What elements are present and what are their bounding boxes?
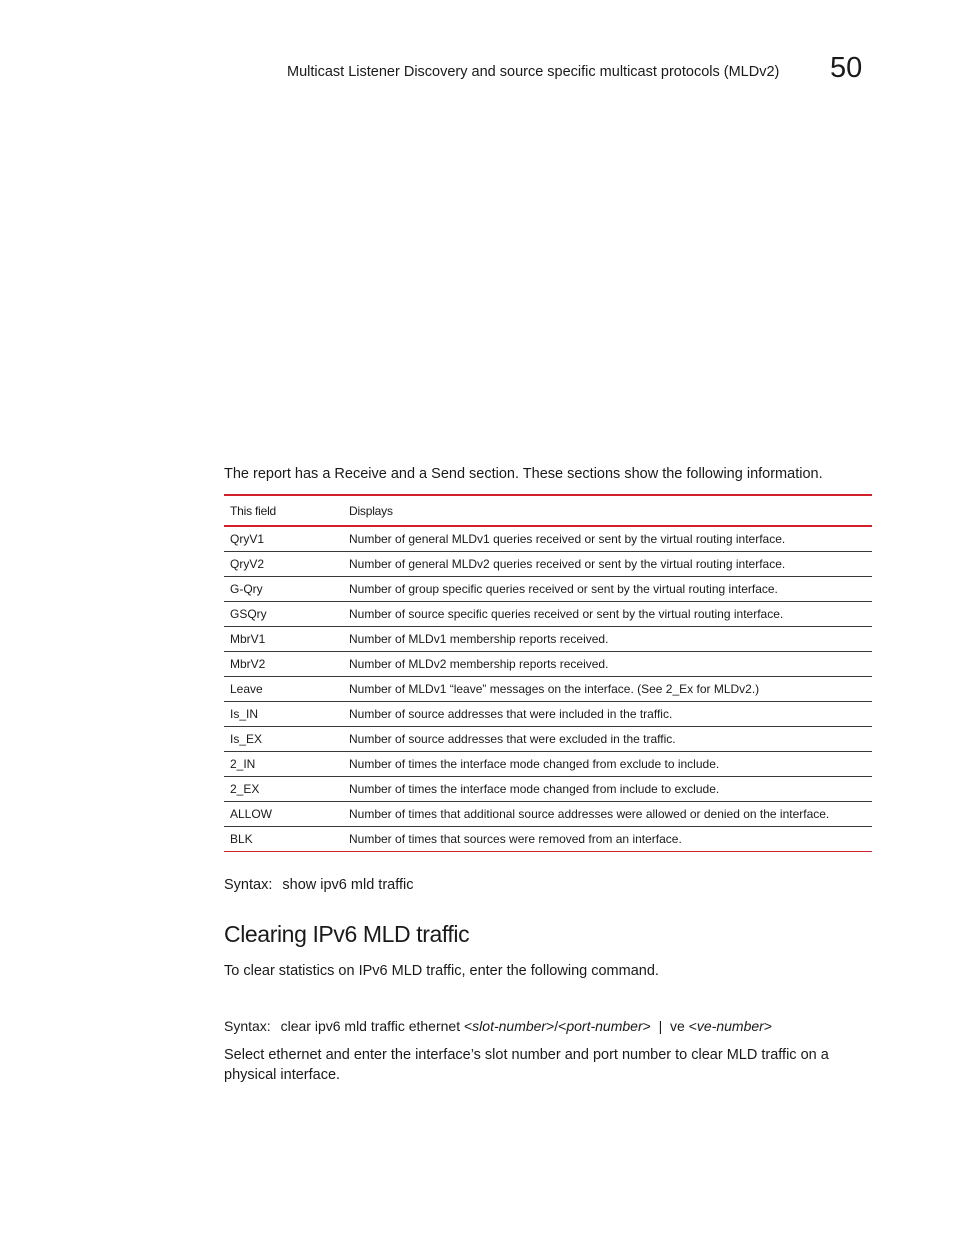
field-cell: Is_IN [224,702,343,727]
syntax-slash: / [554,1018,559,1034]
fields-table [224,494,872,852]
field-cell: Leave [224,677,343,702]
syntax-bracket: < [688,1018,697,1034]
chapter-number: 50 [830,52,863,84]
description-cell: Number of times that sources were removed from an interface. [343,827,872,852]
table-row [224,577,872,602]
field-cell: GSQry [224,602,343,627]
syntax-label: Syntax: [224,1018,271,1034]
column-header-displays: Displays [343,495,872,526]
para-text-pre: Select [224,1047,265,1063]
syntax-arg-ve-number: ve-number [696,1018,764,1034]
syntax-arg-slot-number: slot-number [472,1018,547,1034]
description-cell: Number of MLDv2 membership reports received. [343,652,872,677]
field-cell: BLK [224,827,343,852]
syntax-label: Syntax: [224,877,273,893]
section-intro: To clear statistics on IPv6 MLD traffic, enter the following command. [224,963,659,979]
table-row [224,652,872,677]
description-cell: Number of general MLDv2 queries received or sent by the virtual routing interface. [343,552,872,577]
syntax-pipe: | [658,1018,663,1034]
description-cell: Number of MLDv1 membership reports received. [343,627,872,652]
field-cell: 2_IN [224,752,343,777]
field-cell: QryV2 [224,552,343,577]
para-keyword-ethernet: ethernet [268,1047,322,1063]
table-row [224,552,872,577]
syntax-clear-command [224,1018,772,1034]
field-cell: 2_EX [224,777,343,802]
syntax-bracket: > [546,1018,555,1034]
description-cell: Number of source addresses that were excluded in the traffic. [343,727,872,752]
description-cell: Number of source specific queries received or sent by the virtual routing interface. [343,602,872,627]
field-cell: QryV1 [224,526,343,552]
syntax-command: clear ipv6 mld traffic ethernet [280,1018,461,1034]
description-cell: Number of group specific queries received or sent by the virtual routing interface. [343,577,872,602]
field-cell: MbrV2 [224,652,343,677]
table-header-row [224,495,872,526]
table-row [224,802,872,827]
description-cell: Number of times that additional source addresses were allowed or denied on the interface. [343,802,872,827]
column-header-field: This field [224,495,343,526]
table-row [224,677,872,702]
section-heading: Clearing IPv6 MLD traffic [224,921,470,947]
table-row [224,627,872,652]
description-cell: Number of times the interface mode changed from exclude to include. [343,752,872,777]
table-row [224,602,872,627]
field-cell: ALLOW [224,802,343,827]
syntax-bracket: > [763,1018,772,1034]
syntax-bracket: > [642,1018,651,1034]
description-cell: Number of general MLDv1 queries received or sent by the virtual routing interface. [343,526,872,552]
syntax-keyword-ve: ve [670,1018,685,1034]
description-cell: Number of MLDv1 “leave” messages on the interface. (See 2_Ex for MLDv2.) [343,677,872,702]
syntax-bracket: < [558,1018,567,1034]
syntax-bracket: < [463,1018,473,1034]
table-row [224,727,872,752]
table-row [224,702,872,727]
field-cell: Is_EX [224,727,343,752]
intro-paragraph: The report has a Receive and a Send section. These sections show the following information. [224,466,823,482]
table-row [224,752,872,777]
field-cell: G-Qry [224,577,343,602]
table-row [224,777,872,802]
select-ethernet-paragraph [224,1046,864,1085]
field-cell: MbrV1 [224,627,343,652]
running-header-title: Multicast Listener Discovery and source specific multicast protocols (MLDv2) [287,64,780,80]
description-cell: Number of source addresses that were included in the traffic. [343,702,872,727]
syntax-arg-port-number: port-number [566,1018,643,1034]
syntax-show-command [224,877,413,893]
table-row [224,827,872,852]
description-cell: Number of times the interface mode changed from include to exclude. [343,777,872,802]
para-text-post: and enter the interface’s slot number and port number to clear MLD traffic on a physical interface. [224,1047,829,1083]
table-row [224,526,872,552]
syntax-command: show ipv6 mld traffic [282,877,414,893]
